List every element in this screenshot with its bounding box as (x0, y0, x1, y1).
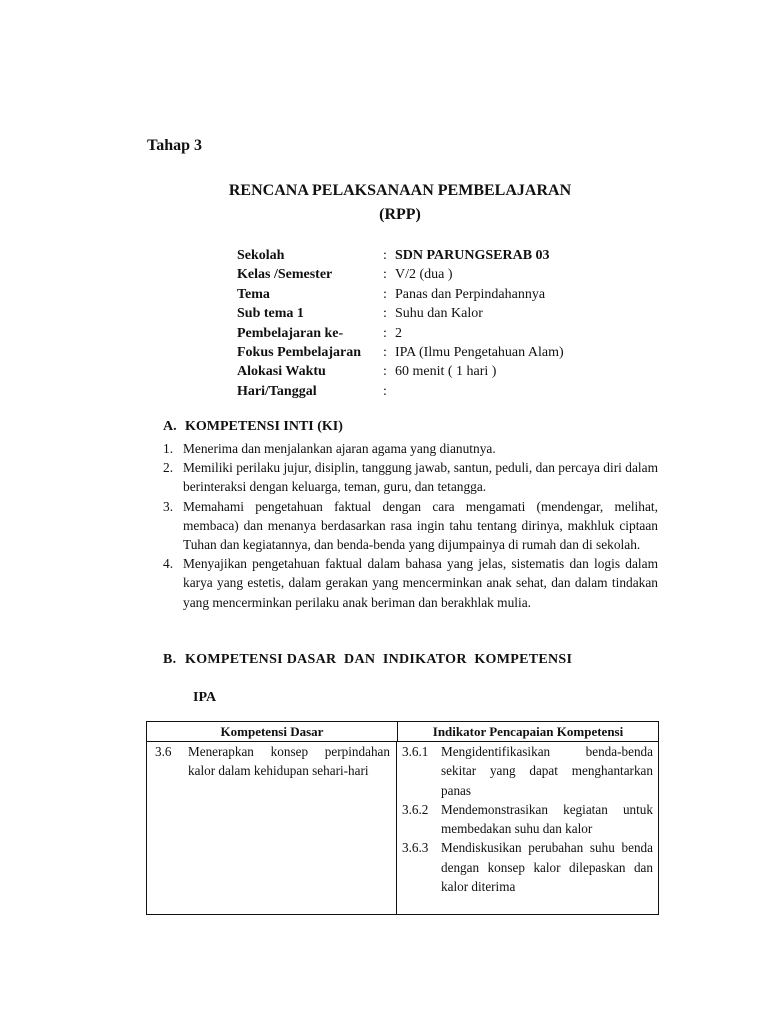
meta-colon: : (383, 306, 387, 322)
section-a-heading (163, 419, 343, 435)
indicator-number: 3.6.2 (402, 801, 429, 817)
section-title: KOMPETENSI INTI (KI) (185, 419, 343, 434)
table-header-row (147, 722, 658, 742)
meta-value: V/2 (dua ) (395, 267, 453, 283)
identity-block (237, 246, 564, 401)
section-b-heading (163, 652, 572, 668)
competency-number: 3.6 (155, 744, 172, 759)
competency-text: Menerapkan konsep perpindahan kalor dalam kehidupan sehari-hari (188, 744, 390, 779)
core-competency-list (163, 439, 658, 612)
meta-value: 2 (395, 325, 402, 341)
document-subtitle: (RPP) (379, 206, 421, 223)
table-row (147, 742, 658, 914)
meta-colon: : (383, 286, 387, 302)
section-letter: B. (163, 652, 177, 667)
meta-label: Fokus Pembelajaran (237, 344, 362, 360)
meta-value: IPA (Ilmu Pengetahuan Alam) (395, 344, 564, 360)
list-item (163, 554, 658, 612)
table-header-cell: Kompetensi Dasar (147, 722, 398, 741)
meta-value: 60 menit ( 1 hari ) (395, 364, 497, 380)
list-text: Memahami pengetahuan faktual dengan cara mengamati (mendengar, melihat, membaca) dan menanya berdasarkan rasa ingin tahu tentang dirinya, makhluk ciptaan Tuhan dan kegiatannya, dan benda-benda yang dijumpainya di rumah dan di sekolah. (183, 498, 658, 553)
list-item (163, 458, 658, 496)
meta-label: Pembelajaran ke- (237, 325, 344, 341)
basic-competency-item (155, 742, 390, 781)
meta-colon: : (383, 248, 387, 263)
list-text: Memiliki perilaku jujur, disiplin, tanggung jawab, santun, peduli, dan percaya diri dalam berinteraksi dengan keluarga, teman, guru, dan tetangga. (183, 460, 658, 495)
meta-value: SDN PARUNGSERAB 03 (395, 248, 550, 263)
list-number: 3. (163, 498, 174, 514)
meta-row-time (237, 362, 564, 381)
meta-value: Suhu dan Kalor (395, 306, 483, 322)
indicator-item (402, 742, 653, 800)
meta-colon: : (383, 325, 387, 341)
subject-label: IPA (193, 690, 217, 705)
list-number: 2. (163, 460, 174, 476)
list-number: 4. (163, 556, 174, 572)
meta-label: Kelas /Semester (237, 267, 333, 283)
competency-table (146, 721, 659, 915)
meta-colon: : (383, 267, 387, 283)
meta-value: Panas dan Perpindahannya (395, 286, 546, 302)
list-number: 1. (163, 441, 174, 456)
list-text: Menerima dan menjalankan ajaran agama yang dianutnya. (183, 441, 496, 456)
meta-label: Alokasi Waktu (237, 364, 326, 380)
meta-label: Tema (237, 286, 270, 302)
basic-competency-cell (147, 742, 397, 914)
meta-label: Hari/Tanggal (237, 383, 317, 399)
meta-label: Sub tema 1 (237, 306, 304, 322)
meta-row-lesson (237, 324, 564, 343)
meta-colon: : (383, 344, 387, 360)
section-letter: A. (163, 419, 177, 434)
meta-row-date (237, 382, 564, 401)
stage-heading: Tahap 3 (147, 137, 202, 154)
indicator-item (402, 838, 653, 896)
document-title: RENCANA PELAKSANAAN PEMBELAJARAN (228, 182, 572, 199)
meta-colon: : (383, 364, 387, 380)
indicator-text: Mendemonstrasikan kegiatan untuk membedakan suhu dan kalor (441, 801, 653, 837)
table-header-cell: Indikator Pencapaian Kompetensi (432, 724, 624, 739)
indicator-text: Mengidentifikasikan benda-benda sekitar yang dapat menghantarkan panas (441, 744, 653, 798)
meta-row-theme (237, 285, 564, 304)
list-text: Menyajikan pengetahuan faktual dalam bahasa yang jelas, sistematis dan logis dalam karya yang estetis, dalam gerakan yang mencerminkan anak sehat, dan dalam tindakan yang mencerminkan perilaku anak beriman dan berakhlak mulia. (183, 556, 658, 610)
meta-row-school (237, 246, 564, 265)
meta-colon: : (383, 383, 387, 399)
indicator-text: Mendiskusikan perubahan suhu benda dengan konsep kalor dilepaskan dan kalor diterima (441, 840, 653, 895)
meta-row-subtheme (237, 304, 564, 323)
indicator-cell (397, 742, 658, 914)
meta-label: Sekolah (237, 248, 285, 263)
indicator-item (402, 800, 653, 839)
meta-row-class (237, 265, 564, 284)
meta-row-focus (237, 343, 564, 362)
section-title: KOMPETENSI DASAR DAN INDIKATOR KOMPETENSI (185, 652, 573, 667)
list-item (163, 497, 658, 555)
indicator-number: 3.6.1 (402, 744, 429, 759)
list-item (163, 439, 658, 458)
indicator-number: 3.6.3 (402, 840, 429, 856)
